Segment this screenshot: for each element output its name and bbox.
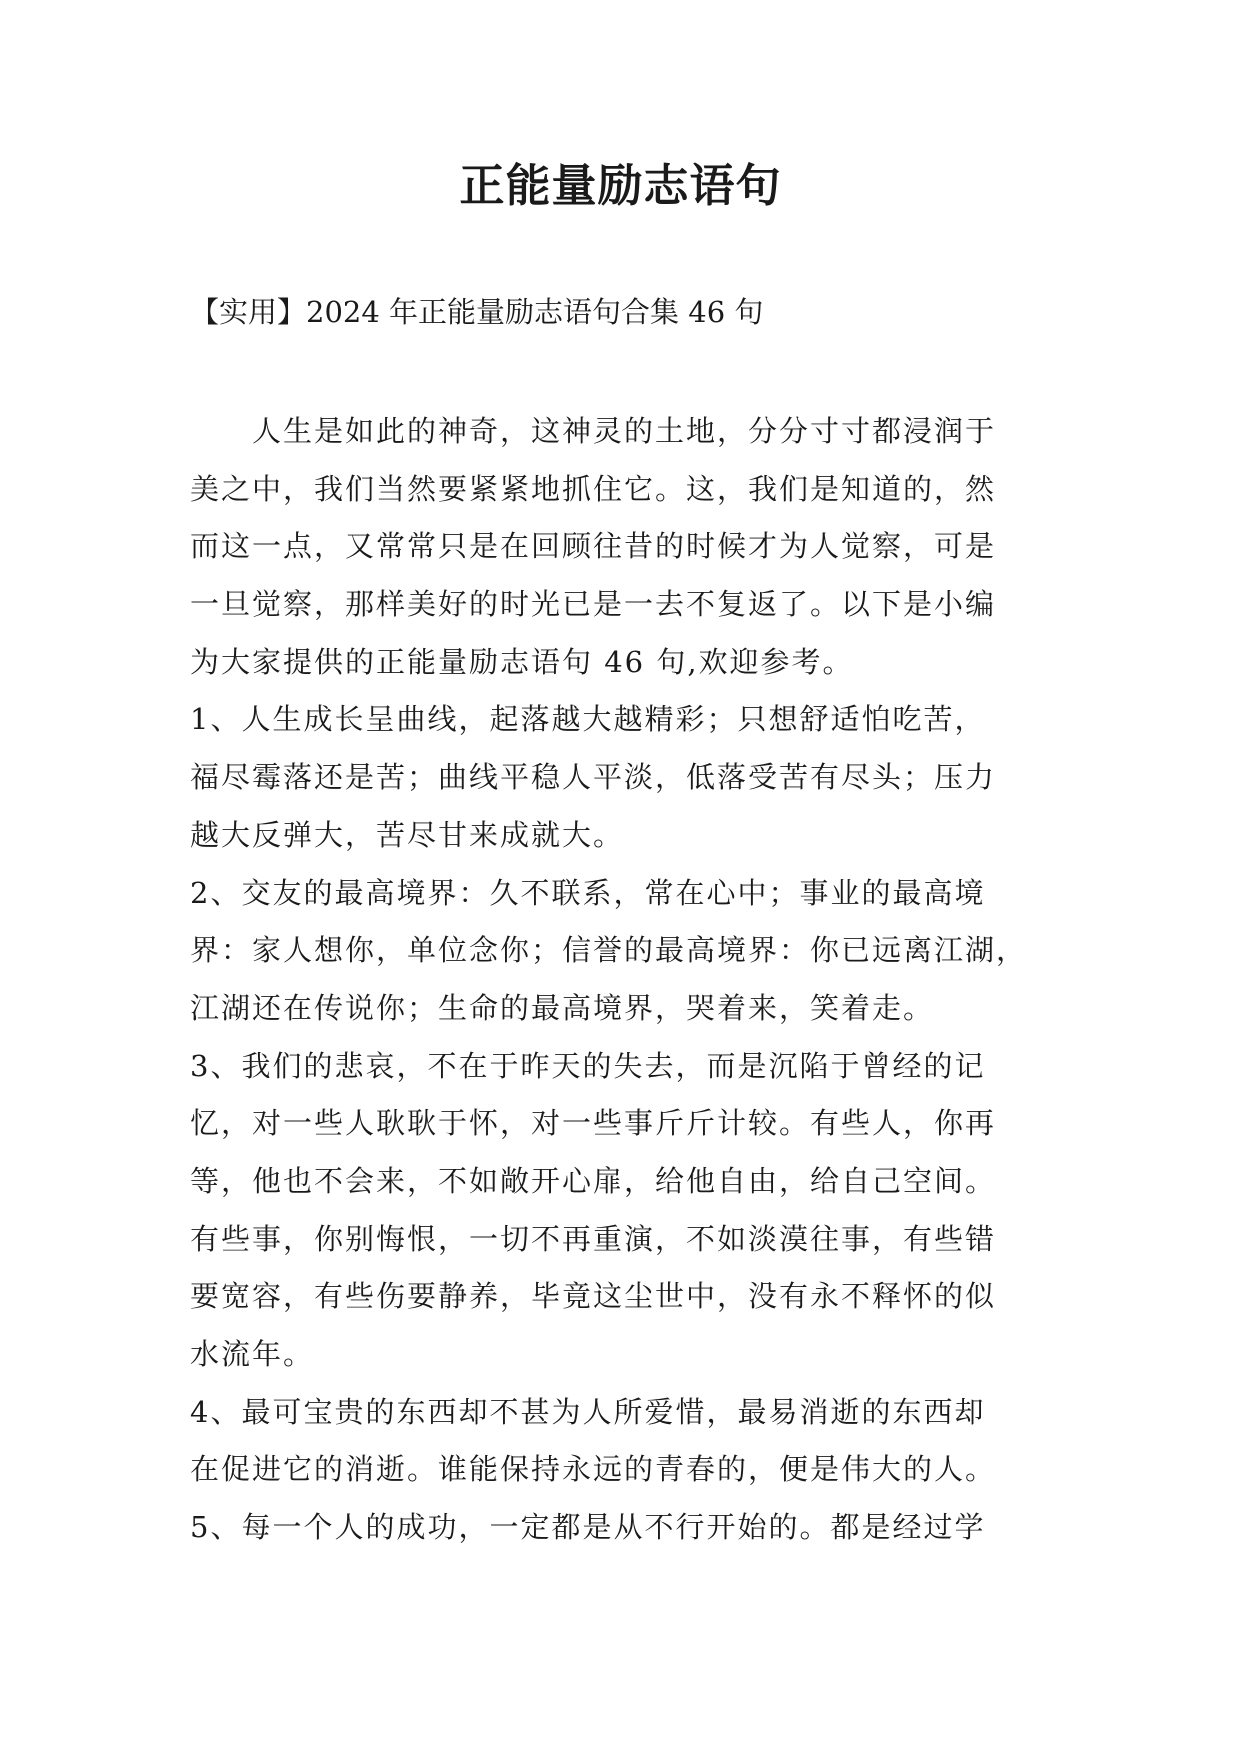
- text-line: 为大家提供的正能量励志语句 46 句,欢迎参考。: [190, 644, 854, 679]
- text-line: 一旦觉察，那样美好的时光已是一去不复返了。以下是小编: [190, 587, 997, 622]
- text-line: 界：家人想你，单位念你；信誉的最高境界：你已远离江湖，: [190, 933, 1028, 968]
- text-line: 而这一点，又常常只是在回顾往昔的时候才为人觉察，可是: [190, 529, 997, 564]
- text-line: 在促进它的消逝。谁能保持永远的青春的，便是伟大的人。: [190, 1452, 997, 1487]
- text-line: 人生是如此的神奇，这神灵的土地，分分寸寸都浸润于: [252, 414, 997, 448]
- text-line: 水流年。: [190, 1337, 315, 1371]
- text-line: 1、人生成长呈曲线，起落越大越精彩；只想舒适怕吃苦，: [190, 702, 986, 737]
- text-line: 4、最可宝贵的东西却不甚为人所爱惜，最易消逝的东西却: [190, 1394, 986, 1429]
- document-title: 正能量励志语句: [459, 159, 782, 212]
- text-line: 有些事，你别悔恨，一切不再重演，不如淡漠往事，有些错: [190, 1221, 997, 1256]
- text-line: 福尽霉落还是苦；曲线平稳人平淡，低落受苦有尽头；压力: [190, 760, 997, 795]
- text-line: 要宽容，有些伤要静养，毕竟这尘世中，没有永不释怀的似: [190, 1279, 997, 1314]
- text-line: 5、每一个人的成功，一定都是从不行开始的。都是经过学: [190, 1510, 986, 1545]
- text-line: 3、我们的悲哀，不在于昨天的失去，而是沉陷于曾经的记: [190, 1048, 986, 1083]
- text-line: 美之中，我们当然要紧紧地抓住它。这，我们是知道的，然: [190, 471, 997, 506]
- text-line: 等，他也不会来，不如敞开心扉，给他自由，给自己空间。: [190, 1163, 997, 1198]
- text-line: 忆，对一些人耿耿于怀，对一些事斤斤计较。有些人，你再: [190, 1106, 997, 1141]
- text-line: 江湖还在传说你；生命的最高境界，哭着来，笑着走。: [190, 990, 935, 1025]
- text-line: 越大反弹大，苦尽甘来成就大。: [190, 817, 625, 852]
- body-text: [190, 403, 1070, 1557]
- document-subtitle: 【实用】2024 年正能量励志语句合集 46 句: [190, 295, 764, 329]
- text-line: 2、交友的最高境界：久不联系，常在心中；事业的最高境: [190, 875, 986, 910]
